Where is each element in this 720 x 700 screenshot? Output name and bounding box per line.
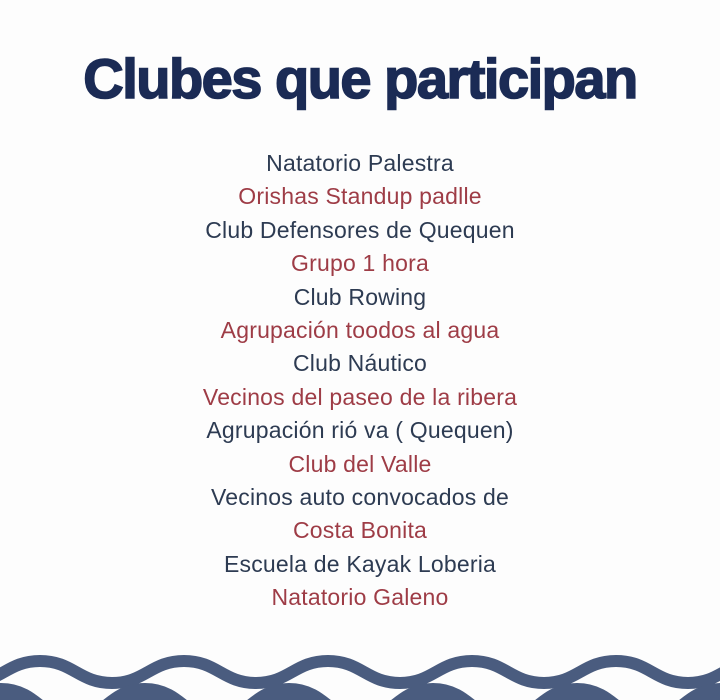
club-item: Natatorio Palestra xyxy=(266,150,454,176)
club-item: Vecinos del paseo de la ribera xyxy=(202,383,518,410)
club-item: Escuela de Kayak Loberia xyxy=(223,550,497,577)
wave-pattern-icon xyxy=(0,640,720,700)
club-item: Orishas Standup padlle xyxy=(238,183,482,210)
club-item: Club del Valle xyxy=(288,450,432,477)
club-item: Club Rowing xyxy=(293,283,427,310)
club-item: Costa Bonita xyxy=(292,517,428,544)
club-item: Vecinos auto convocados de xyxy=(210,484,510,511)
club-list xyxy=(0,147,720,615)
club-item: Club Náutico xyxy=(292,350,428,377)
club-item: Grupo 1 hora xyxy=(291,250,429,277)
club-item: Agrupación rió va ( Quequen) xyxy=(206,417,514,444)
club-item: Club Defensores de Quequen xyxy=(205,216,515,243)
page-title: Clubes que participan xyxy=(83,47,637,110)
club-item: Natatorio Galeno xyxy=(271,584,449,611)
club-item: Agrupación toodos al agua xyxy=(220,317,500,344)
